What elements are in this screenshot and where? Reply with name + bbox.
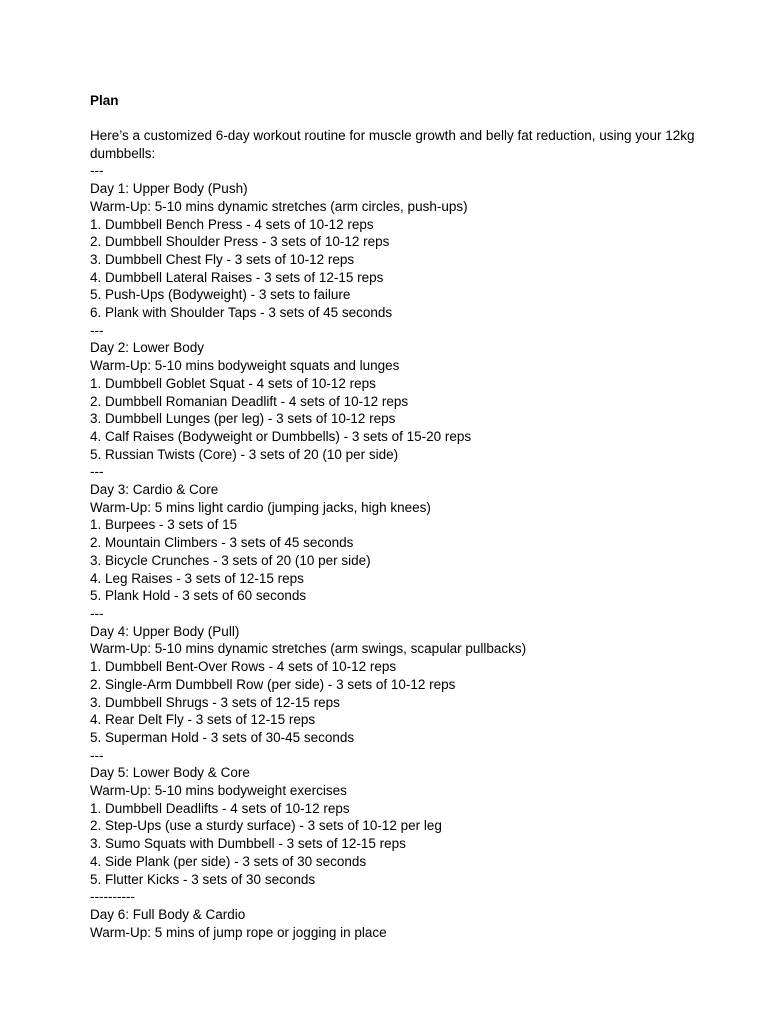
exercise-item: 2. Mountain Climbers - 3 sets of 45 seconds bbox=[90, 535, 354, 551]
warm-up-line: Warm-Up: 5-10 mins bodyweight exercises bbox=[90, 783, 347, 799]
exercise-item: 3. Dumbbell Lunges (per leg) - 3 sets of 10-12 reps bbox=[90, 411, 396, 427]
exercise-item: 1. Dumbbell Bent-Over Rows - 4 sets of 10-12 reps bbox=[90, 659, 397, 675]
exercise-item: 1. Dumbbell Goblet Squat - 4 sets of 10-12 reps bbox=[90, 375, 376, 391]
day-heading: Day 1: Upper Body (Push) bbox=[90, 181, 248, 197]
warm-up-line: Warm-Up: 5 mins of jump rope or jogging in place bbox=[90, 924, 387, 940]
exercise-item: 3. Bicycle Crunches - 3 sets of 20 (10 per side) bbox=[90, 552, 371, 568]
exercise-item: 5. Superman Hold - 3 sets of 30-45 seconds bbox=[90, 729, 355, 745]
exercise-item: 5. Push-Ups (Bodyweight) - 3 sets to failure bbox=[90, 287, 351, 303]
warm-up-line: Warm-Up: 5-10 mins dynamic stretches (arm circles, push-ups) bbox=[90, 198, 468, 214]
day-heading: Day 6: Full Body & Cardio bbox=[90, 906, 246, 922]
exercise-item: 3. Dumbbell Shrugs - 3 sets of 12-15 reps bbox=[90, 694, 340, 710]
exercise-item: 5. Plank Hold - 3 sets of 60 seconds bbox=[90, 588, 307, 604]
section-divider: --- bbox=[90, 747, 104, 763]
day-heading: Day 5: Lower Body & Core bbox=[90, 765, 250, 781]
intro-paragraph: Here’s a customized 6-day workout routine for muscle growth and belly fat reduction, using your 12kg dumbbells: bbox=[90, 128, 695, 161]
document-title: Plan bbox=[90, 93, 119, 108]
exercise-item: 4. Calf Raises (Bodyweight or Dumbbells) - 3 sets of 15-20 reps bbox=[90, 428, 472, 444]
section-divider: ---------- bbox=[90, 889, 135, 905]
section-divider: --- bbox=[90, 322, 104, 338]
exercise-item: 4. Side Plank (per side) - 3 sets of 30 seconds bbox=[90, 853, 367, 869]
exercise-item: 2. Step-Ups (use a sturdy surface) - 3 sets of 10-12 per leg bbox=[90, 818, 442, 834]
day-heading: Day 2: Lower Body bbox=[90, 340, 205, 356]
exercise-item: 4. Leg Raises - 3 sets of 12-15 reps bbox=[90, 570, 304, 586]
exercise-item: 5. Flutter Kicks - 3 sets of 30 seconds bbox=[90, 871, 316, 887]
exercise-item: 3. Sumo Squats with Dumbbell - 3 sets of 12-15 reps bbox=[90, 836, 406, 852]
exercise-item: 2. Dumbbell Shoulder Press - 3 sets of 10-12 reps bbox=[90, 234, 390, 250]
warm-up-line: Warm-Up: 5-10 mins dynamic stretches (arm swings, scapular pullbacks) bbox=[90, 641, 527, 657]
exercise-item: 3. Dumbbell Chest Fly - 3 sets of 10-12 reps bbox=[90, 251, 355, 267]
workout-plan-body bbox=[90, 162, 710, 941]
section-divider: --- bbox=[90, 605, 104, 621]
day-heading: Day 3: Cardio & Core bbox=[90, 482, 219, 498]
exercise-item: 1. Dumbbell Bench Press - 4 sets of 10-12 reps bbox=[90, 216, 374, 232]
exercise-item: 5. Russian Twists (Core) - 3 sets of 20 (10 per side) bbox=[90, 446, 399, 462]
document-page bbox=[90, 92, 710, 941]
warm-up-line: Warm-Up: 5 mins light cardio (jumping jacks, high knees) bbox=[90, 499, 431, 515]
exercise-item: 4. Dumbbell Lateral Raises - 3 sets of 12-15 reps bbox=[90, 269, 384, 285]
exercise-item: 6. Plank with Shoulder Taps - 3 sets of 45 seconds bbox=[90, 305, 393, 321]
section-divider: --- bbox=[90, 163, 104, 179]
exercise-item: 1. Dumbbell Deadlifts - 4 sets of 10-12 reps bbox=[90, 800, 350, 816]
exercise-item: 1. Burpees - 3 sets of 15 bbox=[90, 517, 238, 533]
exercise-item: 2. Dumbbell Romanian Deadlift - 4 sets of 10-12 reps bbox=[90, 393, 409, 409]
exercise-item: 4. Rear Delt Fly - 3 sets of 12-15 reps bbox=[90, 712, 316, 728]
exercise-item: 2. Single-Arm Dumbbell Row (per side) - 3 sets of 10-12 reps bbox=[90, 676, 456, 692]
warm-up-line: Warm-Up: 5-10 mins bodyweight squats and lunges bbox=[90, 358, 400, 374]
section-divider: --- bbox=[90, 464, 104, 480]
day-heading: Day 4: Upper Body (Pull) bbox=[90, 623, 240, 639]
